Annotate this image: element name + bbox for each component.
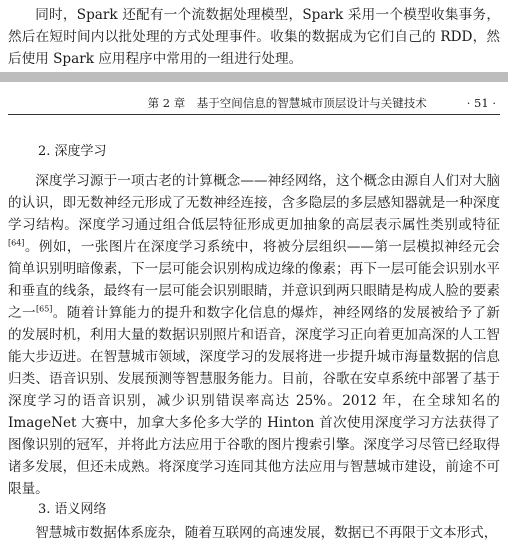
- previous-page-paragraph: 同时，Spark 还配有一个流数据处理模型，Spark 采用一个模型收集事务，然后在短时间内以批处理的方式处理事件。收集的数据成为它们自己的 RDD，然后使用 Spark 应用程序中常用的一组进行处理。: [8, 7, 500, 67]
- paragraph-text-part-1: 深度学习源于一项古老的计算概念——神经网络，这个概念由源自人们对大脑的认识，即无数神经元形成了无数神经连接，含多隐层的多层感知器就是一种深度学习结构。深度学习通过组合低层特征形成更加抽象的高层表示属性类别或特征: [8, 173, 500, 233]
- previous-page-fragment: [0, 0, 508, 72]
- book-page: [0, 82, 508, 548]
- citation-65: [65]: [35, 304, 53, 314]
- running-header-title: 第 2 章 基于空间信息的智慧城市顶层设计与关键技术: [147, 96, 427, 110]
- citation-64: [64]: [8, 238, 25, 248]
- running-header: [8, 92, 500, 115]
- deep-learning-paragraph: [8, 170, 500, 500]
- page-separator: [0, 72, 508, 82]
- paragraph-text-part-3: 。随着计算能力的提升和数字化信息的爆炸，神经网络的发展被给予了新的发展时机，利用大量的数据识别照片和语音，深度学习正向着更加高深的人工智能大步迈进。在智慧城市领域，深度学习的发展将进一步提升城市海量数据的信息归类、语音识别、发展预测等智慧服务能力。目前，谷歌在安卓系统中部署了基于深度学习的语音识别，减少识别错误率高达 25%。2012 年，在全球知名的 ImageNet 大赛中，加拿大多伦多大学的 Hinton 首次使用深度学习方法获得了图像识别的冠军，并将此方法应用于谷歌的图片搜索引擎。深度学习尽管已经取得诸多发展，但还未成熟。将深度学习连同其他方法应用与智慧城市建设，前途不可限量。: [8, 305, 501, 497]
- section-heading-deep-learning: 2. 深度学习: [38, 144, 107, 159]
- paragraph-text-part-2: 。例如，一张图片在深度学习系统中，将被分层组织——第一层模拟神经元会简单识别明暗像素，下一层可能会识别构成边缘的像素；再下一层可能会识别水平和垂直的线条，最终有一层可能会识别眼睛，并意识到两只眼睛是构成人脸的要素之一: [8, 239, 500, 321]
- section-heading-semantic-network: 3. 语义网络: [38, 502, 107, 517]
- page-number: · 51 ·: [466, 96, 496, 110]
- semantic-network-paragraph: 智慧城市数据体系庞杂，随着互联网的高速发展，数据已不再限于文本形式，: [35, 525, 498, 541]
